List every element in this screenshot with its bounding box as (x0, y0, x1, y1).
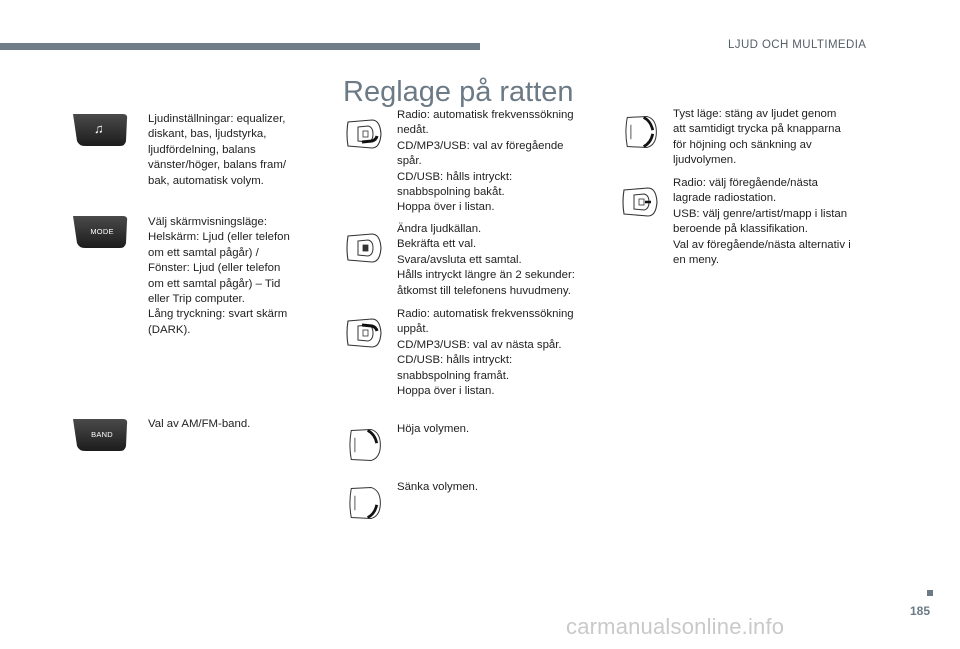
volume-up-control-icon (342, 425, 386, 465)
page-title: Reglage på ratten (343, 76, 574, 108)
volume-down-control-icon (342, 483, 386, 523)
seek-up-description: Radio: automatisk frekvenssökning uppåt. CD/MP3/USB: val av nästa spår. CD/USB: hålls intryckt: snabbspolning framåt. Hoppa över i listan. (397, 308, 574, 398)
seek-down-description: Radio: automatisk frekvenssökning nedåt. CD/MP3/USB: val av föregående spår. CD/USB: hålls intryckt: snabbspolning bakåt. Hoppa över i listan. (397, 109, 574, 214)
source-description: Ändra ljudkällan. Bekräfta ett val. Svara/avsluta ett samtal. Hålls intryckt längre än 2 sekunder: åtkomst till telefonens huvudmeny. (397, 223, 575, 297)
audio-settings-button (71, 113, 129, 147)
music-note-icon: ♫ (94, 121, 104, 136)
mode-button (71, 215, 129, 249)
band-button-label: BAND (91, 430, 113, 439)
mode-description: Välj skärmvisningsläge: Helskärm: Ljud (eller telefon om ett samtal pågår) / Fönster: Ljud (eller telefon om ett samtal pågår) – Tid eller Trip computer. Lång tryckning: svart skärm (DARK). (148, 216, 290, 336)
end-of-section-marker (927, 590, 933, 596)
mute-control-icon (618, 112, 662, 152)
volume-down-description: Sänka volymen. (397, 481, 479, 493)
band-button (71, 418, 129, 452)
preset-control-icon (618, 182, 662, 222)
volume-up-description: Höja volymen. (397, 423, 470, 435)
audio-settings-description: Ljudinställningar: equalizer, diskant, bas, ljudstyrka, ljudfördelning, balans vänster/höger, balans fram/ bak, automatisk volym. (148, 113, 287, 187)
mute-description: Tyst läge: stäng av ljudet genom att samtidigt trycka på knapparna för höjning och sänkning av ljudvolymen. (673, 108, 841, 167)
header-bar (0, 43, 480, 50)
watermark: carmanualsonline.info (566, 614, 785, 639)
band-description: Val av AM/FM-band. (148, 418, 251, 430)
section-title: LJUD OCH MULTIMEDIA (728, 39, 867, 51)
seek-down-control-icon (342, 114, 386, 154)
preset-description: Radio: välj föregående/nästa lagrade radiostation. USB: välj genre/artist/mapp i listan beroende på klassifikation. Val av föregående/nästa alternativ i en meny. (673, 177, 851, 267)
seek-up-control-icon (342, 313, 386, 353)
page-number: 185 (909, 604, 930, 618)
source-control-icon (342, 228, 386, 268)
mode-button-label: MODE (90, 227, 114, 236)
